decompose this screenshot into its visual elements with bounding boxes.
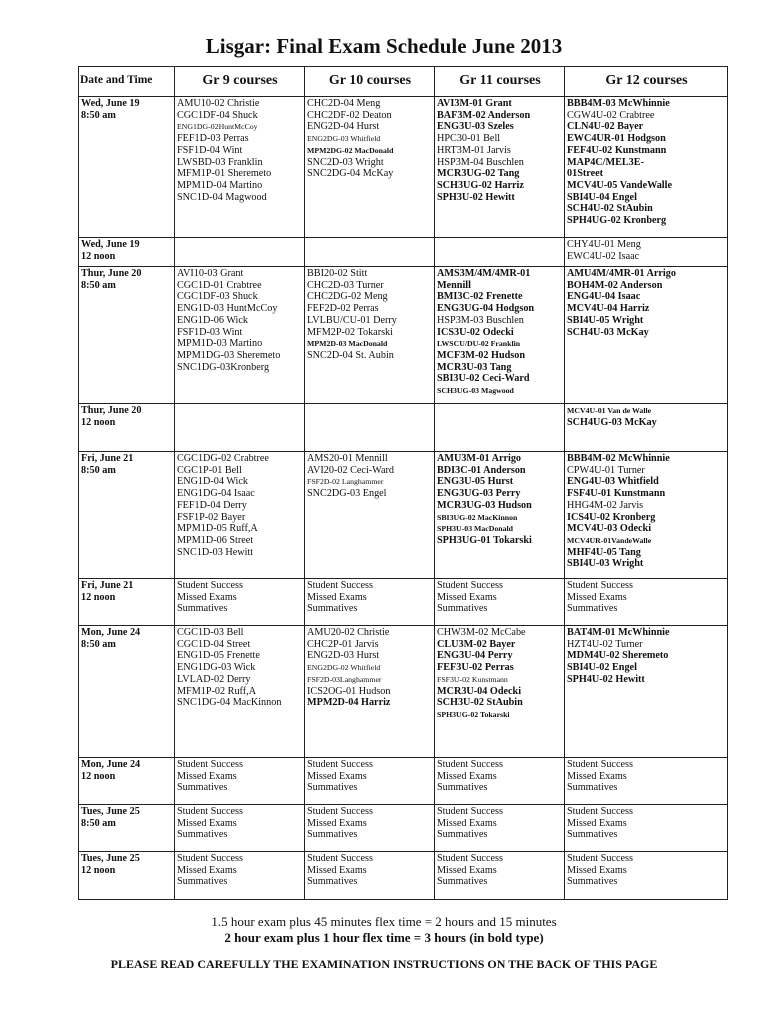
- gr12-courses-cell: [565, 238, 728, 267]
- exam-date: Wed, June 19: [81, 239, 140, 250]
- gr12-courses-cell: [565, 267, 728, 404]
- course-entry: AVI20-02 Ceci-Ward: [307, 464, 394, 476]
- course-entry: MHF4U-05 Tang: [567, 546, 641, 558]
- course-entry: SBI3UG-02 MacKinnon: [437, 512, 518, 522]
- course-entry: CHC2D-04 Meng: [307, 98, 381, 109]
- exam-date: Mon, June 24: [81, 627, 141, 638]
- gr12-courses-cell: [565, 852, 728, 900]
- exam-date: Fri, June 21: [81, 453, 134, 464]
- course-entry: BBB4M-02 McWhinnie: [567, 453, 670, 464]
- course-entry: Missed Exams: [567, 817, 627, 829]
- course-entry: FSF3U-02 Kunstmann: [437, 674, 508, 684]
- course-entry: ENG2D-04 Hurst: [307, 121, 380, 133]
- course-entry: SNC1D-04 Magwood: [177, 191, 267, 203]
- exam-date: Thur, June 20: [81, 405, 142, 416]
- course-entry: AMS3M/4M/4MR-01: [437, 268, 531, 279]
- course-entry: HZT4U-02 Turner: [567, 638, 643, 650]
- course-entry: Missed Exams: [307, 817, 367, 829]
- course-entry: CHC2D-03 Turner: [307, 279, 384, 291]
- flex-time-note: 1.5 hour exam plus 45 minutes flex time = 2 hours and 15 minutes: [211, 914, 557, 929]
- course-entry: Student Success: [437, 806, 503, 817]
- course-entry: Summatives: [307, 782, 358, 794]
- gr9-courses-cell: [175, 404, 305, 452]
- course-entry: LVLAD-02 Derry: [177, 673, 251, 685]
- course-entry: HPC30-01 Bell: [437, 133, 501, 145]
- exam-time: 12 noon: [81, 591, 116, 603]
- course-entry: FSF2D-03Langhammer: [307, 674, 382, 684]
- gr10-courses-cell: [305, 452, 435, 579]
- instructions-note: PLEASE READ CAREFULLY THE EXAMINATION INSTRUCTIONS ON THE BACK OF THIS PAGE: [110, 957, 658, 971]
- course-entry: CPW4U-01 Turner: [567, 464, 645, 476]
- course-entry: ENG3UG-03 Perry: [437, 488, 521, 500]
- course-entry: MPM1D-03 Martino: [177, 338, 263, 350]
- course-entry: BBB4M-03 McWhinnie: [567, 98, 670, 109]
- gr9-courses-cell: [175, 626, 305, 758]
- gr10-courses-cell: [305, 267, 435, 404]
- course-entry: ICS3U-02 Odecki: [437, 326, 514, 338]
- course-entry: Student Success: [567, 580, 633, 591]
- course-entry: 01Street: [567, 168, 604, 180]
- course-entry: ENG1D-04 Wick: [177, 476, 248, 488]
- course-entry: Student Success: [567, 759, 633, 770]
- course-entry: MAP4C/MEL3E-: [567, 156, 644, 168]
- exam-time: 8:50 am: [81, 464, 116, 476]
- course-entry: SNC2DG-03 Engel: [307, 488, 387, 500]
- course-entry: Student Success: [177, 580, 243, 591]
- gr12-courses-cell: [565, 452, 728, 579]
- course-entry: SPH3UG-02 Tokarski: [437, 709, 510, 719]
- course-entry: MCV4UR-01VandeWalle: [567, 535, 652, 545]
- schedule-row: [79, 805, 728, 852]
- course-entry: Mennill: [437, 279, 471, 291]
- course-entry: MFM2P-02 Tokarski: [307, 326, 393, 338]
- gr9-courses-cell: [175, 97, 305, 238]
- gr12-courses-cell: [565, 626, 728, 758]
- exam-time: 8:50 am: [81, 279, 116, 291]
- course-entry: AMU3M-01 Arrigo: [437, 453, 522, 464]
- course-entry: Missed Exams: [307, 864, 367, 876]
- gr11-courses-cell: [435, 404, 565, 452]
- course-entry: ENG3U-03 Szeles: [437, 121, 514, 133]
- date-time-cell: [79, 238, 175, 267]
- course-entry: Student Success: [437, 580, 503, 591]
- course-entry: CGC1D-04 Street: [177, 638, 251, 650]
- course-entry: CHC2P-01 Jarvis: [307, 638, 379, 650]
- course-entry: CGC1D-01 Crabtree: [177, 279, 262, 291]
- header-gr12: Gr 12 courses: [565, 67, 728, 97]
- course-entry: CGC1DG-02 Crabtree: [177, 453, 269, 464]
- course-entry: SCH3UG-03 Magwood: [437, 386, 514, 396]
- date-time-cell: [79, 452, 175, 579]
- course-entry: Student Success: [567, 806, 633, 817]
- course-entry: MCR3UG-02 Tang: [437, 168, 520, 180]
- course-entry: SPH3U-03 MacDonald: [437, 524, 514, 534]
- date-time-cell: [79, 852, 175, 900]
- schedule-row: [79, 97, 728, 238]
- course-entry: Student Success: [307, 759, 373, 770]
- course-entry: SBI4U-02 Engel: [567, 662, 637, 674]
- exam-date: Thur, June 20: [81, 268, 142, 279]
- header-date-time: Date and Time: [79, 67, 175, 97]
- schedule-row: [79, 404, 728, 452]
- course-entry: CGC1DF-04 Shuck: [177, 109, 258, 121]
- course-entry: FEF1D-03 Perras: [177, 133, 249, 145]
- course-entry: AVI3M-01 Grant: [437, 98, 512, 109]
- course-entry: ENG4U-03 Whitfield: [567, 476, 659, 488]
- gr11-courses-cell: [435, 758, 565, 805]
- gr12-courses-cell: [565, 97, 728, 238]
- course-entry: Missed Exams: [437, 591, 497, 603]
- date-time-cell: [79, 758, 175, 805]
- schedule-row: [79, 579, 728, 626]
- exam-schedule-table: [78, 66, 728, 900]
- course-entry: Summatives: [307, 829, 358, 841]
- gr11-courses-cell: [435, 579, 565, 626]
- schedule-row: [79, 626, 728, 758]
- exam-time: 12 noon: [81, 250, 116, 262]
- course-entry: HRT3M-01 Jarvis: [437, 144, 511, 156]
- course-entry: LWSBD-03 Franklin: [177, 156, 263, 168]
- course-entry: MPM2D-04 Harriz: [307, 697, 391, 709]
- course-entry: LWSCU/DU-02 Franklin: [437, 339, 521, 349]
- course-entry: CHC2DF-02 Deaton: [307, 109, 392, 121]
- course-entry: BBI20-02 Stitt: [307, 268, 368, 279]
- course-entry: MPM2D-03 MacDonald: [307, 339, 388, 349]
- course-entry: AMU4M/4MR-01 Arrigo: [567, 268, 676, 279]
- course-entry: Student Success: [177, 806, 243, 817]
- course-entry: ICS2OG-01 Hudson: [307, 685, 391, 697]
- course-entry: HSP3M-03 Buschlen: [437, 314, 524, 326]
- course-entry: Missed Exams: [177, 817, 237, 829]
- exam-time: 12 noon: [81, 864, 116, 876]
- course-entry: MPM2DG-02 MacDonald: [307, 145, 394, 155]
- course-entry: HSP3M-04 Buschlen: [437, 156, 524, 168]
- gr9-courses-cell: [175, 579, 305, 626]
- course-entry: MPM1D-05 Ruff,A: [177, 523, 258, 535]
- course-entry: Summatives: [177, 603, 228, 615]
- gr11-courses-cell: [435, 852, 565, 900]
- course-entry: CGW4U-02 Crabtree: [567, 109, 655, 121]
- course-entry: MPM1D-06 Street: [177, 534, 254, 546]
- course-entry: MCV4U-01 Van de Walle: [567, 406, 652, 415]
- course-entry: MCV4U-04 Harriz: [567, 303, 650, 315]
- course-entry: AVI10-03 Grant: [177, 268, 244, 279]
- gr9-courses-cell: [175, 238, 305, 267]
- gr9-courses-cell: [175, 452, 305, 579]
- date-time-cell: [79, 579, 175, 626]
- course-entry: BDI3C-01 Anderson: [437, 464, 526, 476]
- schedule-row: [79, 238, 728, 267]
- exam-date: Tues, June 25: [81, 806, 140, 817]
- course-entry: FSF1P-02 Bayer: [177, 511, 246, 523]
- course-entry: SCH4UG-03 McKay: [567, 416, 657, 428]
- course-entry: Student Success: [307, 853, 373, 864]
- header-gr10: Gr 10 courses: [305, 67, 435, 97]
- exam-time: 8:50 am: [81, 109, 116, 121]
- gr12-courses-cell: [565, 404, 728, 452]
- course-entry: ENG2DG-02 Whitfield: [307, 663, 381, 673]
- course-entry: SBI3U-02 Ceci-Ward: [437, 373, 530, 385]
- course-entry: CGC1D-03 Bell: [177, 627, 244, 638]
- course-entry: ENG3UG-04 Hodgson: [437, 303, 535, 315]
- course-entry: Summatives: [567, 876, 618, 888]
- gr11-courses-cell: [435, 267, 565, 404]
- course-entry: MCF3M-02 Hudson: [437, 349, 526, 361]
- page-title: Lisgar: Final Exam Schedule June 2013: [205, 34, 563, 58]
- gr11-courses-cell: [435, 805, 565, 852]
- course-entry: Summatives: [307, 876, 358, 888]
- course-entry: Student Success: [177, 853, 243, 864]
- gr12-courses-cell: [565, 805, 728, 852]
- course-entry: SPH3U-02 Hewitt: [437, 191, 515, 203]
- exam-time: 8:50 am: [81, 638, 116, 650]
- course-entry: Missed Exams: [307, 591, 367, 603]
- course-entry: HHG4M-02 Jarvis: [567, 499, 644, 511]
- date-time-cell: [79, 805, 175, 852]
- course-entry: Summatives: [437, 603, 488, 615]
- gr10-courses-cell: [305, 404, 435, 452]
- course-entry: ENG1D-05 Frenette: [177, 650, 260, 662]
- gr10-courses-cell: [305, 97, 435, 238]
- course-entry: CLU3M-02 Bayer: [437, 638, 516, 650]
- course-entry: Student Success: [307, 806, 373, 817]
- course-entry: EWC4U-02 Isaac: [567, 250, 640, 262]
- course-entry: ENG1DG-03 Wick: [177, 662, 256, 674]
- course-entry: ENG1DG-02HuntMcCoy: [177, 122, 258, 132]
- course-entry: Summatives: [437, 829, 488, 841]
- exam-date: Fri, June 21: [81, 580, 134, 591]
- course-entry: FSF4U-01 Kunstmann: [567, 488, 666, 500]
- course-entry: SNC2DG-04 McKay: [307, 168, 394, 180]
- gr10-courses-cell: [305, 579, 435, 626]
- course-entry: CHC2DG-02 Meng: [307, 291, 388, 303]
- course-entry: Summatives: [177, 782, 228, 794]
- course-entry: CLN4U-02 Bayer: [567, 121, 644, 133]
- course-entry: MCV4U-05 VandeWalle: [567, 179, 672, 191]
- course-entry: SBI4U-04 Engel: [567, 191, 637, 203]
- course-entry: ENG4U-04 Isaac: [567, 291, 641, 303]
- schedule-row: [79, 758, 728, 805]
- gr12-courses-cell: [565, 758, 728, 805]
- header-gr9: Gr 9 courses: [175, 67, 305, 97]
- course-entry: AMU20-02 Christie: [307, 627, 390, 638]
- course-entry: EWC4UR-01 Hodgson: [567, 133, 666, 145]
- course-entry: Missed Exams: [567, 864, 627, 876]
- course-entry: SCH4U-02 StAubin: [567, 203, 653, 215]
- date-time-cell: [79, 626, 175, 758]
- date-time-cell: [79, 267, 175, 404]
- course-entry: BMI3C-02 Frenette: [437, 291, 523, 303]
- course-entry: MCR3UG-03 Hudson: [437, 499, 532, 511]
- course-entry: SPH4UG-02 Kronberg: [567, 215, 667, 227]
- course-entry: MCV4U-03 Odecki: [567, 523, 652, 535]
- course-entry: BAF3M-02 Anderson: [437, 109, 531, 121]
- course-entry: Summatives: [177, 829, 228, 841]
- course-entry: Student Success: [567, 853, 633, 864]
- course-entry: SNC1DG-03Kronberg: [177, 361, 270, 373]
- course-entry: Missed Exams: [437, 817, 497, 829]
- gr10-courses-cell: [305, 805, 435, 852]
- course-entry: ENG1D-03 HuntMcCoy: [177, 303, 278, 315]
- course-entry: Student Success: [437, 853, 503, 864]
- course-entry: Missed Exams: [437, 770, 497, 782]
- course-entry: SNC1DG-04 MacKinnon: [177, 697, 282, 709]
- gr9-courses-cell: [175, 267, 305, 404]
- course-entry: SCH3UG-02 Harriz: [437, 179, 524, 191]
- course-entry: FSF1D-04 Wint: [177, 144, 243, 156]
- course-entry: MPM1DG-03 Sheremeto: [177, 349, 281, 361]
- course-entry: Student Success: [177, 759, 243, 770]
- course-entry: BAT4M-01 McWhinnie: [567, 627, 670, 638]
- gr9-courses-cell: [175, 805, 305, 852]
- course-entry: MDM4U-02 Sheremeto: [567, 650, 669, 662]
- course-entry: SNC2D-03 Wright: [307, 156, 384, 168]
- gr12-courses-cell: [565, 579, 728, 626]
- course-entry: Summatives: [567, 829, 618, 841]
- flex-time-note-bold: 2 hour exam plus 1 hour flex time = 3 hours (in bold type): [224, 930, 544, 945]
- header-row: [79, 67, 728, 97]
- course-entry: MCR3U-03 Tang: [437, 361, 512, 373]
- course-entry: LVLBU/CU-01 Derry: [307, 314, 397, 326]
- course-entry: SNC2D-04 St. Aubin: [307, 349, 394, 361]
- course-entry: Student Success: [307, 580, 373, 591]
- gr10-courses-cell: [305, 758, 435, 805]
- course-entry: ICS4U-02 Kronberg: [567, 511, 656, 523]
- schedule-body: [79, 97, 728, 900]
- gr9-courses-cell: [175, 758, 305, 805]
- exam-time: 8:50 am: [81, 817, 116, 829]
- course-entry: Summatives: [307, 603, 358, 615]
- exam-date: Wed, June 19: [81, 98, 140, 109]
- course-entry: ENG3U-05 Hurst: [437, 476, 514, 488]
- exam-date: Mon, June 24: [81, 759, 141, 770]
- gr9-courses-cell: [175, 852, 305, 900]
- course-entry: ENG2D-03 Hurst: [307, 650, 380, 662]
- course-entry: FSF2D-02 Langhammer: [307, 477, 384, 487]
- course-entry: Summatives: [177, 876, 228, 888]
- date-time-cell: [79, 97, 175, 238]
- course-entry: Missed Exams: [437, 864, 497, 876]
- course-entry: SPH3UG-01 Tokarski: [437, 534, 532, 546]
- gr10-courses-cell: [305, 238, 435, 267]
- course-entry: CHY4U-01 Meng: [567, 239, 641, 250]
- course-entry: AMS20-01 Mennill: [307, 453, 388, 464]
- course-entry: MFM1P-02 Ruff,A: [177, 685, 257, 697]
- course-entry: FSF1D-03 Wint: [177, 326, 243, 338]
- schedule-row: [79, 267, 728, 404]
- course-entry: SBI4U-05 Wright: [567, 314, 644, 326]
- schedule-row: [79, 452, 728, 579]
- course-entry: ENG1DG-04 Isaac: [177, 488, 255, 500]
- gr10-courses-cell: [305, 626, 435, 758]
- exam-time: 12 noon: [81, 770, 116, 782]
- course-entry: Summatives: [567, 782, 618, 794]
- header-gr11: Gr 11 courses: [435, 67, 565, 97]
- date-time-cell: [79, 404, 175, 452]
- course-entry: BOH4M-02 Anderson: [567, 279, 663, 291]
- course-entry: Missed Exams: [177, 591, 237, 603]
- exam-date: Tues, June 25: [81, 853, 140, 864]
- course-entry: FEF4U-02 Kunstmann: [567, 144, 667, 156]
- course-entry: ENG3U-04 Perry: [437, 650, 513, 662]
- course-entry: ENG1D-06 Wick: [177, 314, 248, 326]
- course-entry: FEF3U-02 Perras: [437, 662, 514, 674]
- course-entry: MPM1D-04 Martino: [177, 179, 263, 191]
- course-entry: Missed Exams: [177, 770, 237, 782]
- course-entry: CHW3M-02 McCabe: [437, 627, 526, 638]
- schedule-row: [79, 852, 728, 900]
- course-entry: Missed Exams: [567, 770, 627, 782]
- course-entry: SNC1D-03 Hewitt: [177, 546, 254, 558]
- course-entry: MFM1P-01 Sheremeto: [177, 168, 272, 180]
- course-entry: CGC1P-01 Bell: [177, 464, 242, 476]
- course-entry: AMU10-02 Christie: [177, 98, 260, 109]
- gr11-courses-cell: [435, 97, 565, 238]
- course-entry: SPH4U-02 Hewitt: [567, 673, 645, 685]
- course-entry: Missed Exams: [177, 864, 237, 876]
- course-entry: SCH3U-02 StAubin: [437, 697, 523, 709]
- gr10-courses-cell: [305, 852, 435, 900]
- exam-time: 12 noon: [81, 416, 116, 428]
- gr11-courses-cell: [435, 452, 565, 579]
- course-entry: Summatives: [437, 782, 488, 794]
- gr11-courses-cell: [435, 626, 565, 758]
- course-entry: Missed Exams: [567, 591, 627, 603]
- course-entry: SBI4U-03 Wright: [567, 558, 644, 570]
- course-entry: FEF2D-02 Perras: [307, 303, 379, 315]
- course-entry: MCR3U-04 Odecki: [437, 685, 522, 697]
- course-entry: FEF1D-04 Derry: [177, 499, 247, 511]
- course-entry: SCH4U-03 McKay: [567, 326, 649, 338]
- course-entry: Summatives: [567, 603, 618, 615]
- course-entry: Student Success: [437, 759, 503, 770]
- course-entry: Summatives: [437, 876, 488, 888]
- gr11-courses-cell: [435, 238, 565, 267]
- course-entry: ENG2DG-03 Whitfield: [307, 134, 381, 144]
- course-entry: CGC1DF-03 Shuck: [177, 291, 258, 303]
- course-entry: Missed Exams: [307, 770, 367, 782]
